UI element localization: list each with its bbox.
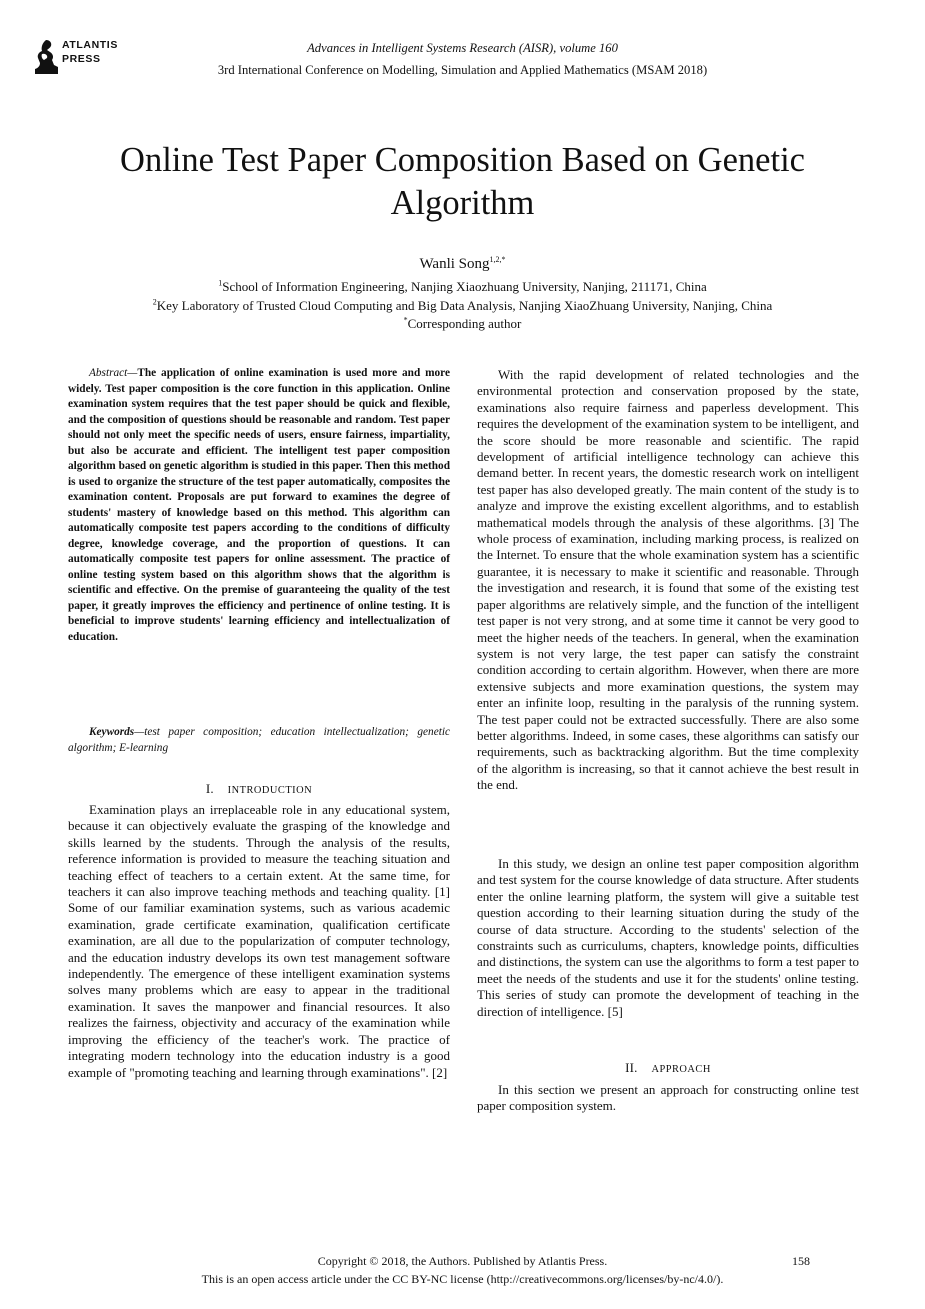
keywords-label: Keywords [89, 726, 135, 738]
right-column-paragraph-2 [477, 856, 859, 1020]
approach-paragraph [477, 1082, 859, 1115]
corresponding-author-note [0, 316, 925, 332]
page-number: 158 [792, 1254, 810, 1268]
logo-wordmark-top: ATLANTIS [62, 39, 118, 51]
section-number: II. [625, 1060, 638, 1075]
body-paragraph: In this section we present an approach for constructing online test paper composition system. [477, 1082, 859, 1114]
paper-title-line1: Online Test Paper Composition Based on Genetic [120, 141, 805, 179]
affiliation-1 [0, 279, 925, 295]
copyright-notice: Copyright © 2018, the Authors. Published by Atlantis Press. [317, 1254, 608, 1268]
body-paragraph: Examination plays an irreplaceable role in any educational system, because it can objectively evaluate the grasping of the knowledge and skills learned by the students. Through the analysis of the results, reference information is provided to measure the teaching situation and teaching effect of teachers to a certain extent. At the same time, for teachers it can also improve teaching methods and teaching quality. [1] Some of our familiar examination systems, such as various academic examination, grade certificate examination, qualification certificate examination, are all due to the popularization of computer technology, and the education industry develops its own test management software independently. The emergence of these intelligent examination systems solves many problems which are easy to appear in the traditional examination. It saves the manpower and financial resources. It also realizes the fairness, objectivity and accuracy of the examination while improving the efficiency of the teacher's work. The practice of integrating modern technology into the education industry is a good example of "promoting teaching and learning through examinations". [2] [68, 802, 450, 1080]
conference-name: 3rd International Conference on Modelling, Simulation and Applied Mathematics (MSAM 2018) [217, 63, 708, 77]
body-paragraph: With the rapid development of related technologies and the environmental protection and conservation proposed by the state, examinations also require fairness and paperless development. This requires the development of the examination system to be intelligent, and the score should be more reasonable and scientific. The rapid development of artificial intelligence technology can achieve this demand better. In recent years, the domestic research work on intelligent test paper has also developed greatly. The main content of the study is to analyze and improve the existing excellent algorithms, and to establish mathematical models through the analysis of these algorithms. [3] The whole process of examination, including marking process, is realized on the Internet. To ensure that the whole examination system has a scientific guarantee, it is necessary to make it scientific and reasonable. Through the investigation and research, it is found that some of the existing test paper algorithms are relatively simple, and the function of the intelligent test paper is not very strong, and at some time it cannot be very good to meet the higher needs of the teachers. In general, when the examination system is not very large, the test paper can satisfy the constraint condition according to certain algorithm. However, when there are more extensive subjects and more examination questions, the system may enter an infinite loop, resulting in the paralysis of the running system. The test paper could not be extracted successfully. There are also some better algorithms. Indeed, in some cases, these algorithms can satisfy our requirements, such as backtracking algorithm. But the time complexity of the algorithm is increasing, so that it cannot achieve the best result in the end. [477, 367, 859, 793]
affiliation-2-sup: 2 [152, 297, 157, 307]
abstract-text: The application of online examination is used more and more widely. Test paper composition is the core function in this application. Online examination system requires that the test paper should be quick and flexible, and the composition of questions should be reasonable and random. Test paper should not only meet the specific needs of users, ensure fairness, impartiality, but also be accurate and efficient. The intelligent test paper composition algorithm based on genetic algorithm is studied in this paper. Then this method is used to organize the structure of the test paper automatically, composites the examination content. Proposals are put forward to examines the degree of students' mastery of knowledge based on this method. This algorithm can automatically composite test papers according to the conditions of difficulty degree, knowledge coverage, and the proportion of questions. It can automatically composite test papers for online assessment. The practice of online testing system based on this algorithm shows that the algorithm is scientific and effective. On the premise of guaranteeing the quality of the test paper, it greatly improves the efficiency and pertinence of online testing. It is beneficial to improve students' learning efficiency and intellectualization of education. [68, 367, 450, 643]
section-heading-approach [477, 1060, 859, 1076]
abstract-dash: — [127, 367, 138, 379]
body-paragraph: In this study, we design an online test paper composition algorithm and test system for the course knowledge of data structure. After students enter the online learning platform, the system will give a suitable test question according to their learning situation during the study of the course of data structure. According to the students' selection of the constraints such as curriculums, chapters, knowledge points, difficulties and distinctions, the system can use the algorithms to form a test paper to meet the needs of the students and use it for the students' online testing. This series of study can promote the development of teaching in the direction of intelligence. [5] [477, 856, 859, 1019]
affiliation-1-sup: 1 [218, 278, 223, 288]
abstract-label: Abstract [89, 367, 128, 379]
logo-wordmark-bottom: PRESS [62, 53, 101, 65]
right-column-paragraph-1 [477, 367, 859, 794]
affiliation-1-text: School of Information Engineering, Nanjing Xiaozhuang University, Nanjing, 211171, China [222, 279, 707, 294]
author-superscript: 1,2,* [489, 255, 506, 264]
keywords [68, 725, 450, 756]
corresponding-sup: * [403, 315, 408, 325]
section-title: APPROACH [651, 1064, 711, 1075]
author-name: Wanli Song [419, 256, 490, 272]
affiliation-2-text: Key Laboratory of Trusted Cloud Computing and Big Data Analysis, Nanjing XiaoZhuang University, Nanjing, China [156, 298, 773, 313]
paper-title-line2: Algorithm [390, 184, 535, 222]
abstract [68, 366, 450, 645]
corresponding-text: Corresponding author [407, 316, 522, 331]
series-title: Advances in Intelligent Systems Research (AISR), volume 160 [307, 41, 618, 55]
affiliation-2 [0, 298, 925, 314]
introduction-paragraph [68, 802, 450, 1081]
paper-title [60, 139, 865, 225]
section-title: INTRODUCTION [227, 785, 313, 796]
author-line [0, 256, 925, 273]
keywords-text: —test paper composition; education intellectualization; genetic algorithm; E-learning [68, 726, 450, 754]
section-heading-introduction [68, 781, 450, 797]
section-number: I. [205, 781, 214, 796]
license-notice: This is an open access article under the CC BY-NC license (http://creativecommons.org/licenses/by-nc/4.0/). [201, 1272, 724, 1286]
